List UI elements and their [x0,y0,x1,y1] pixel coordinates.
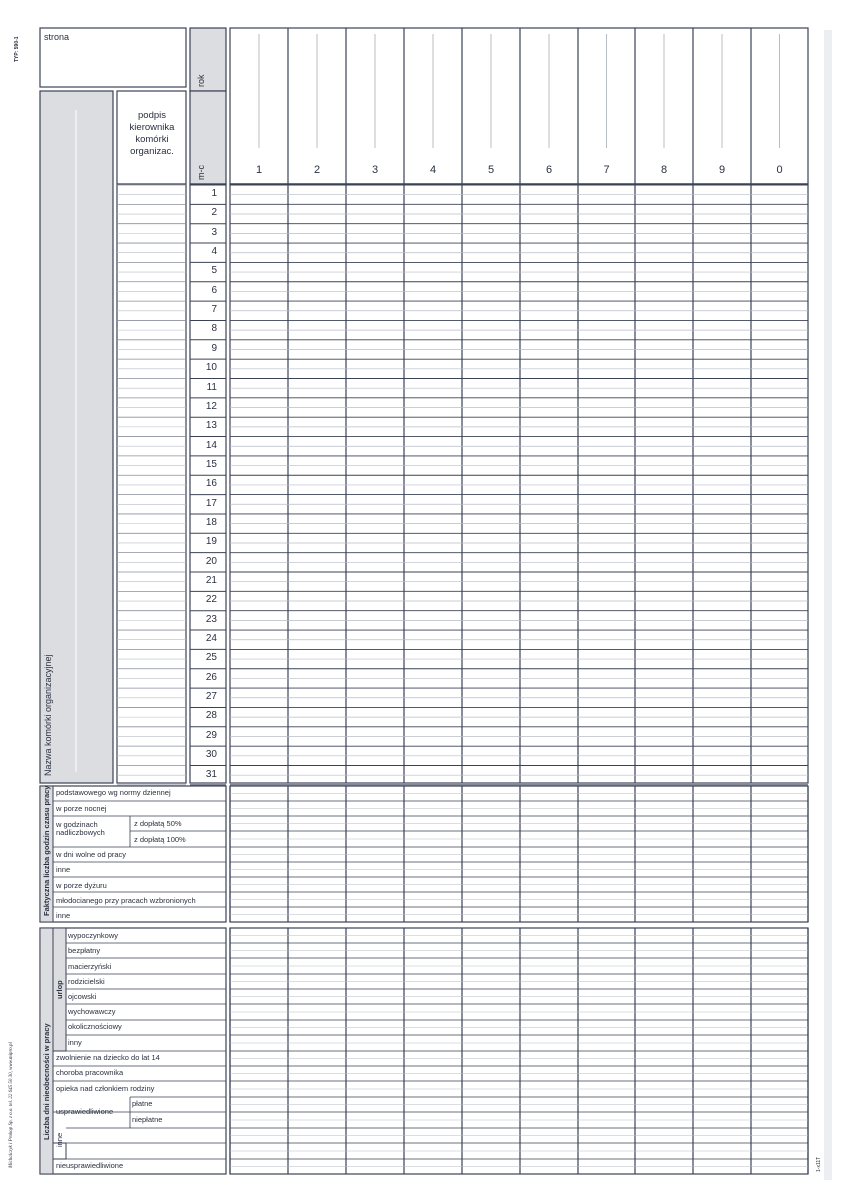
column-number: 5 [487,164,495,176]
day-number: 17 [205,497,217,509]
leave-row-label: rodzicielski [68,977,105,986]
hours-row-label: podstawowego wg normy dziennej [56,788,171,797]
leave-row-label: okolicznościowy [68,1022,122,1031]
leave-label: urlop [55,980,64,999]
leave-row-label: wychowawczy [68,1007,116,1016]
leave-row-label: ojcowski [68,992,97,1001]
signature-line: organizac. [130,146,174,157]
day-number: 2 [211,207,217,219]
absence-section-title: Liczba dni nieobecności w pracy [42,1023,51,1140]
unpaid-label: niepłatne [132,1115,163,1124]
hours-row-label: w dni wolne od pracy [56,850,127,859]
day-number: 27 [205,691,217,703]
day-number: 20 [205,555,217,567]
column-number: 1 [255,164,263,176]
day-number: 11 [206,381,217,393]
unexcused-label: nieusprawiedliwione [56,1161,124,1170]
day-number: 29 [205,729,217,741]
leave-row-label: macierzyński [68,962,112,971]
hours-row-label: inne [56,911,71,920]
signature-line: kierownika [129,122,175,133]
leave-row-label: wypoczynkowy [68,931,119,940]
day-number: 21 [205,575,217,586]
signature-line: podpis [138,110,166,121]
column-number: 4 [429,164,437,176]
day-number: 31 [205,768,217,780]
day-number: 16 [205,478,217,490]
signature-label [118,110,186,158]
column-number: 7 [603,164,610,176]
hours-row-label: inne [56,865,71,874]
unit-name-label: Nazwa komórki organizacyjnej [43,654,53,776]
day-grid [230,184,808,783]
margin-strip [824,30,832,1180]
hours-row-label: z dopłatą 50% [134,819,182,828]
hours-section-title: Faktyczna liczba godzin czasu pracy [42,785,51,916]
hours-row-label: młodocianego przy pracach wzbronionych [56,896,196,905]
column-number: 2 [313,164,321,176]
month-label: m-c [196,165,206,180]
day-number: 7 [211,304,217,316]
hours-row-label: w porze nocnej [56,804,107,813]
day-number: 5 [211,265,217,277]
day-number: 24 [205,633,217,645]
column-number: 6 [545,164,553,176]
paid-label: płatne [132,1099,153,1108]
excused-label: usprawiedliwione [56,1107,114,1116]
day-number: 30 [205,749,217,761]
day-number: 12 [205,400,217,412]
column-number: 0 [776,164,783,176]
hours-row-label: w godzinach nadliczbowych [56,820,105,837]
day-number: 4 [211,246,217,258]
hours-row-label: w porze dyżuru [56,881,107,890]
type-code: TYP: 590-1 [14,36,20,62]
signature-line: komórki [135,134,169,145]
day-number: 8 [211,323,217,335]
day-number: 6 [211,284,217,296]
leave-row-label: bezpłatny [68,946,101,955]
day-number: 13 [205,420,217,432]
hours-row-label: z dopłatą 100% [134,835,186,844]
day-number: 22 [205,594,217,606]
year-label: rok [196,74,206,87]
day-number: 25 [205,652,217,664]
day-number: 10 [205,362,217,374]
column-number: 3 [371,164,379,176]
column-number: 8 [660,164,668,176]
family-care-label: opieka nad członkiem rodziny [56,1084,155,1093]
day-number: 18 [205,516,217,528]
day-number: 14 [205,439,217,451]
form-code: 1-x11T [816,1156,822,1172]
other-label: inne [55,1132,64,1147]
day-number: 3 [211,226,217,238]
leave-row-label: inny [68,1038,82,1047]
day-number: 19 [205,536,217,548]
child-care-label: zwolnienie na dziecko do lat 14 [56,1053,160,1062]
day-number: 23 [205,613,217,625]
day-number: 1 [211,188,217,199]
hours-grid [230,786,808,922]
day-number: 15 [205,458,217,470]
day-number: 9 [211,342,217,354]
column-number: 9 [718,164,726,176]
day-number: 28 [205,710,217,722]
publisher-note: Michalczyk i Prokop Sp. z o.o. tel. 22 645 50 30, www.mipro.pl [9,1042,14,1168]
illness-label: choroba pracownika [56,1068,124,1077]
day-number: 26 [205,671,217,683]
page-label: strona [44,32,70,42]
